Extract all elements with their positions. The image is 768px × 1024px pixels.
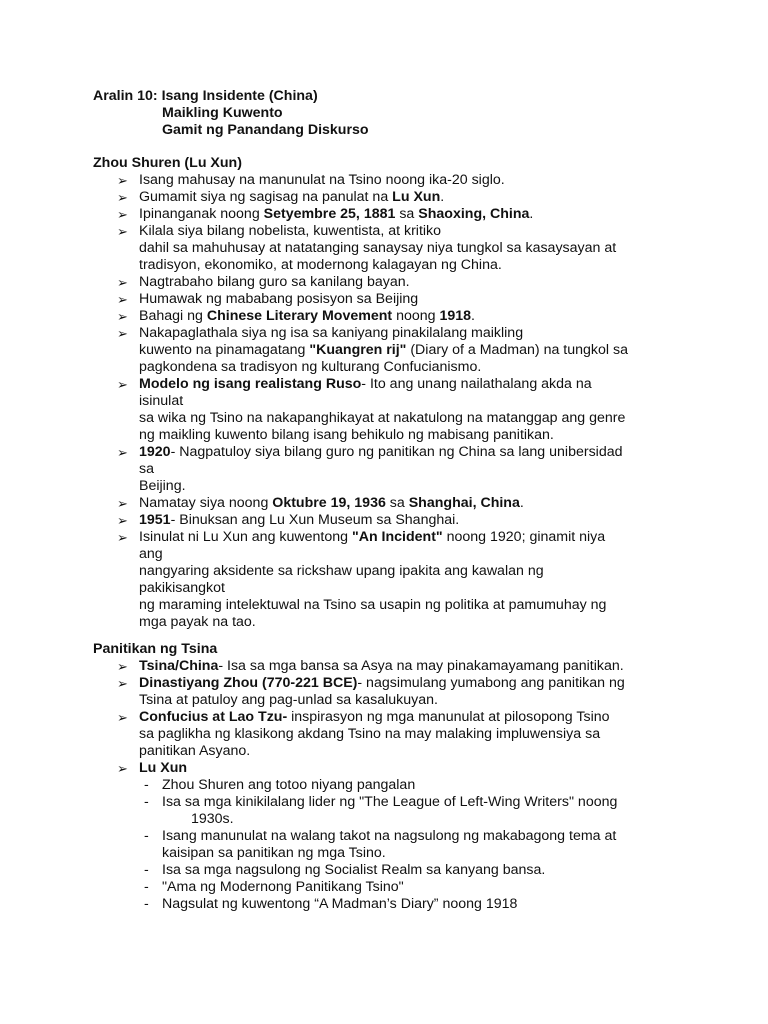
bold-text-run: 1951	[139, 512, 171, 528]
bullet-text-continuation: isinulat	[139, 393, 184, 409]
text-run: sa	[395, 206, 419, 222]
section-heading-panitikan: Panitikan ng Tsina	[93, 641, 218, 657]
arrow-bullet-icon: ➢	[117, 496, 128, 511]
bold-text-run: Dinastiyang Zhou (770-221 BCE)	[139, 675, 358, 691]
bullet-text-continuation: sa paglikha ng klasikong akdang Tsino na may malaking impluwensiya sa	[139, 726, 601, 742]
text-run: sa	[385, 495, 409, 511]
bullet-text	[139, 444, 623, 461]
bullet-text: Nagtrabaho bilang guro sa kanilang bayan.	[139, 274, 410, 290]
bullet-text: Kilala siya bilang nobelista, kuwentista, at kritiko	[139, 223, 442, 239]
bullet-text: Humawak ng mababang posisyon sa Beijing	[139, 291, 419, 307]
text-run: noong 1920; ginamit niya	[442, 529, 606, 545]
arrow-bullet-icon: ➢	[117, 710, 128, 725]
dash-bullet-icon: -	[144, 862, 149, 878]
bold-text-run: 1920	[139, 444, 171, 460]
sub-bullet-text-continuation: 1930s.	[191, 811, 234, 827]
bold-text-run: Shanghai, China	[408, 495, 520, 511]
text-run: .	[529, 206, 534, 222]
text-run: Ipinanganak noong	[139, 206, 264, 222]
dash-bullet-icon: -	[144, 879, 149, 895]
section-heading-zhou-shuren: Zhou Shuren (Lu Xun)	[93, 155, 242, 171]
bullet-text-continuation: ng maikling kuwento bilang isang behikulo ng mabisang panitikan.	[139, 427, 554, 443]
text-run: - Isa sa mga bansa sa Asya na may pinakamayamang panitikan.	[218, 658, 624, 674]
bullet-text: Nakapaglathala siya ng isa sa kaniyang pinakilalang maikling	[139, 325, 524, 341]
bullet-text-lu-xun: Lu Xun	[139, 760, 188, 776]
text-run: - nagsimulang yumabong ang panitikan ng	[357, 675, 625, 691]
arrow-bullet-icon: ➢	[117, 530, 128, 545]
sub-bullet-text: Isa sa mga nagsulong ng Socialist Realm sa kanyang bansa.	[162, 862, 546, 878]
text-run: inspirasyon ng mga manunulat at pilosopong Tsino	[287, 709, 610, 725]
bullet-text	[139, 189, 444, 206]
bullet-text	[139, 658, 624, 675]
bullet-text-continuation	[139, 342, 628, 359]
arrow-bullet-icon: ➢	[117, 292, 128, 307]
dash-bullet-icon: -	[144, 896, 149, 912]
bold-text-run: "An Incident"	[351, 529, 443, 545]
sub-bullet-text: Nagsulat ng kuwentong “A Madman’s Diary” noong 1918	[162, 896, 518, 912]
dash-bullet-icon: -	[144, 794, 149, 810]
text-run: (Diary of a Madman) na tungkol sa	[406, 342, 628, 358]
text-run: .	[519, 495, 524, 511]
lesson-title: Aralin 10: Isang Insidente (China)	[93, 88, 318, 104]
dash-bullet-icon: -	[144, 828, 149, 844]
text-run: Bahagi ng	[139, 308, 207, 324]
arrow-bullet-icon: ➢	[117, 377, 128, 392]
bullet-text-continuation: panitikan Asyano.	[139, 743, 251, 759]
bold-text-run: Oktubre 19, 1936	[272, 495, 386, 511]
bullet-text-continuation: ang	[139, 546, 163, 562]
bold-text-run: Tsina/China	[139, 658, 219, 674]
lesson-subtitle-2: Gamit ng Panandang Diskurso	[162, 122, 369, 138]
bullet-text	[139, 376, 592, 393]
bullet-text	[139, 709, 610, 726]
text-run: - Nagpatuloy siya bilang guro ng panitikan ng China sa lang unibersidad	[170, 444, 623, 460]
bullet-text-continuation: Beijing.	[139, 478, 186, 494]
bullet-text-continuation: sa wika ng Tsino na nakapanghikayat at nakatulong na matanggap ang genre	[139, 410, 626, 426]
sub-bullet-text: Isang manunulat na walang takot na nagsulong ng makabagong tema at	[162, 828, 617, 844]
bold-text-run: Chinese Literary Movement	[206, 308, 393, 324]
bold-text-run: Modelo ng isang realistang Ruso	[139, 376, 362, 392]
bullet-text-continuation: sa	[139, 461, 154, 477]
text-run: kuwento na pinamagatang	[139, 342, 310, 358]
bullet-text-continuation: nangyaring aksidente sa rickshaw upang ipakita ang kawalan ng	[139, 563, 544, 579]
bold-text-run: "Kuangren rij"	[309, 342, 407, 358]
arrow-bullet-icon: ➢	[117, 445, 128, 460]
bullet-text	[139, 512, 459, 529]
bullet-text	[139, 675, 625, 692]
bullet-text-continuation: Tsina at patuloy ang pag-unlad sa kasalukuyan.	[139, 692, 438, 708]
sub-bullet-text: Zhou Shuren ang totoo niyang pangalan	[162, 777, 416, 793]
arrow-bullet-icon: ➢	[117, 761, 128, 776]
arrow-bullet-icon: ➢	[117, 659, 128, 674]
bold-text-run: Confucius at Lao Tzu-	[139, 709, 288, 725]
bullet-text-continuation: mga payak na tao.	[139, 614, 256, 630]
bullet-text	[139, 529, 605, 546]
text-run: .	[471, 308, 475, 324]
text-run: noong	[392, 308, 440, 324]
arrow-bullet-icon: ➢	[117, 190, 128, 205]
arrow-bullet-icon: ➢	[117, 173, 128, 188]
text-run: - Binuksan ang Lu Xun Museum sa Shanghai.	[170, 512, 460, 528]
bold-text-run: Lu Xun	[392, 189, 441, 205]
bullet-text: Isang mahusay na manunulat na Tsino noong ika-20 siglo.	[139, 172, 505, 188]
bullet-text-continuation: pakikisangkot	[139, 580, 225, 596]
bullet-text-continuation: ng maraming intelektuwal na Tsino sa usapin ng politika at pamumuhay ng	[139, 597, 607, 613]
sub-bullet-text-continuation: kaisipan sa panitikan ng mga Tsino.	[162, 845, 386, 861]
sub-bullet-text: Isa sa mga kinikilalang lider ng "The League of Left-Wing Writers" noong	[162, 794, 618, 810]
bullet-text	[139, 495, 524, 512]
lesson-subtitle-1: Maikling Kuwento	[162, 105, 283, 121]
bullet-text	[139, 206, 533, 223]
arrow-bullet-icon: ➢	[117, 275, 128, 290]
bullet-text-continuation: tradisyon, ekonomiko, at modernong kalagayan ng China.	[139, 257, 502, 273]
text-run: Namatay siya noong	[139, 495, 273, 511]
sub-bullet-text: "Ama ng Modernong Panitikang Tsino"	[162, 879, 404, 895]
arrow-bullet-icon: ➢	[117, 676, 128, 691]
arrow-bullet-icon: ➢	[117, 207, 128, 222]
bold-text-run: Shaoxing, China	[418, 206, 530, 222]
bullet-text-continuation: dahil sa mahuhusay at natatanging sanaysay niya tungkol sa kasaysayan at	[139, 240, 617, 256]
text-run: Gumamit siya ng sagisag na panulat na	[139, 189, 393, 205]
bullet-text	[139, 308, 475, 325]
text-run: - Ito ang unang nailathalang akda na	[361, 376, 592, 392]
arrow-bullet-icon: ➢	[117, 326, 128, 341]
arrow-bullet-icon: ➢	[117, 309, 128, 324]
arrow-bullet-icon: ➢	[117, 513, 128, 528]
bold-text-run: Setyembre 25, 1881	[263, 206, 396, 222]
arrow-bullet-icon: ➢	[117, 224, 128, 239]
dash-bullet-icon: -	[144, 777, 149, 793]
text-run: Isinulat ni Lu Xun ang kuwentong	[139, 529, 352, 545]
bullet-text-continuation: pagkondena sa tradisyon ng kulturang Confucianismo.	[139, 359, 482, 375]
text-run: .	[440, 189, 445, 205]
bold-text-run: 1918	[439, 308, 472, 324]
